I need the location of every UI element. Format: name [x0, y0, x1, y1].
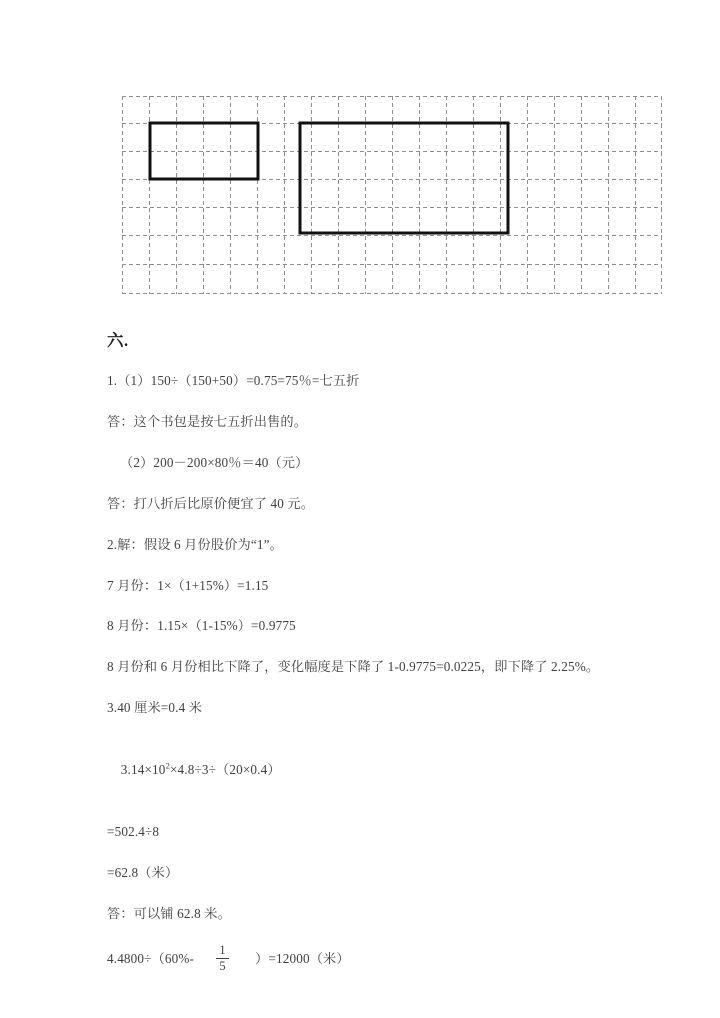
- answer-line-q2-august: 8 月份：1.15×（1-15%）=0.9775: [107, 618, 296, 634]
- fraction-one-fifth: [216, 944, 229, 973]
- answer-line-q3-convert: 3.40 厘米=0.4 米: [107, 699, 203, 715]
- q3-expr-after: ×4.8÷3÷（20×0.4）: [169, 761, 281, 777]
- answer-line-q3-step3: =62.8（米）: [107, 865, 179, 881]
- answer-line-q1-1-ans: 答：这个书包是按七五折出售的。: [107, 414, 308, 430]
- answer-line-q1-2: （2）200－200×80％＝40（元）: [120, 454, 309, 470]
- answers-body: [107, 332, 627, 992]
- answer-line-q1-1: 1.（1）150÷（150+50）=0.75=75％=七五折: [107, 373, 360, 389]
- answer-line-q3-expr: [107, 738, 627, 802]
- answer-line-q3-step2: =502.4÷8: [107, 824, 160, 840]
- q3-expr-before: 3.14×10: [120, 761, 166, 777]
- grid-lines: [122, 96, 662, 294]
- section-heading: 六.: [107, 331, 129, 350]
- large-rectangle: [300, 123, 508, 233]
- fraction-denominator: 5: [219, 958, 226, 973]
- answer-line-q3-ans: 答：可以铺 62.8 米。: [107, 905, 231, 921]
- answer-line-q2-setup: 2.解：假设 6 月份股价为“1”。: [107, 536, 283, 552]
- fraction-numerator: 1: [219, 942, 226, 957]
- q4-suffix: ）=12000（米）: [255, 950, 350, 966]
- answer-line-q2-conclusion: 8 月份和 6 月份相比下降了，变化幅度是下降了 1-0.9775=0.0225，即下降了 2.25%。: [107, 659, 600, 675]
- answer-line-q1-2-ans: 答：打八折后比原价便宜了 40 元。: [107, 495, 315, 511]
- answer-line-q4: [107, 944, 627, 973]
- q3-exponent: 2: [165, 760, 170, 771]
- q4-prefix: 4.4800÷（60%-: [107, 950, 195, 966]
- answer-line-q2-july: 7 月份：1×（1+15%）=1.15: [107, 577, 269, 593]
- grid-figure: [122, 96, 662, 294]
- grid-svg: [122, 96, 662, 294]
